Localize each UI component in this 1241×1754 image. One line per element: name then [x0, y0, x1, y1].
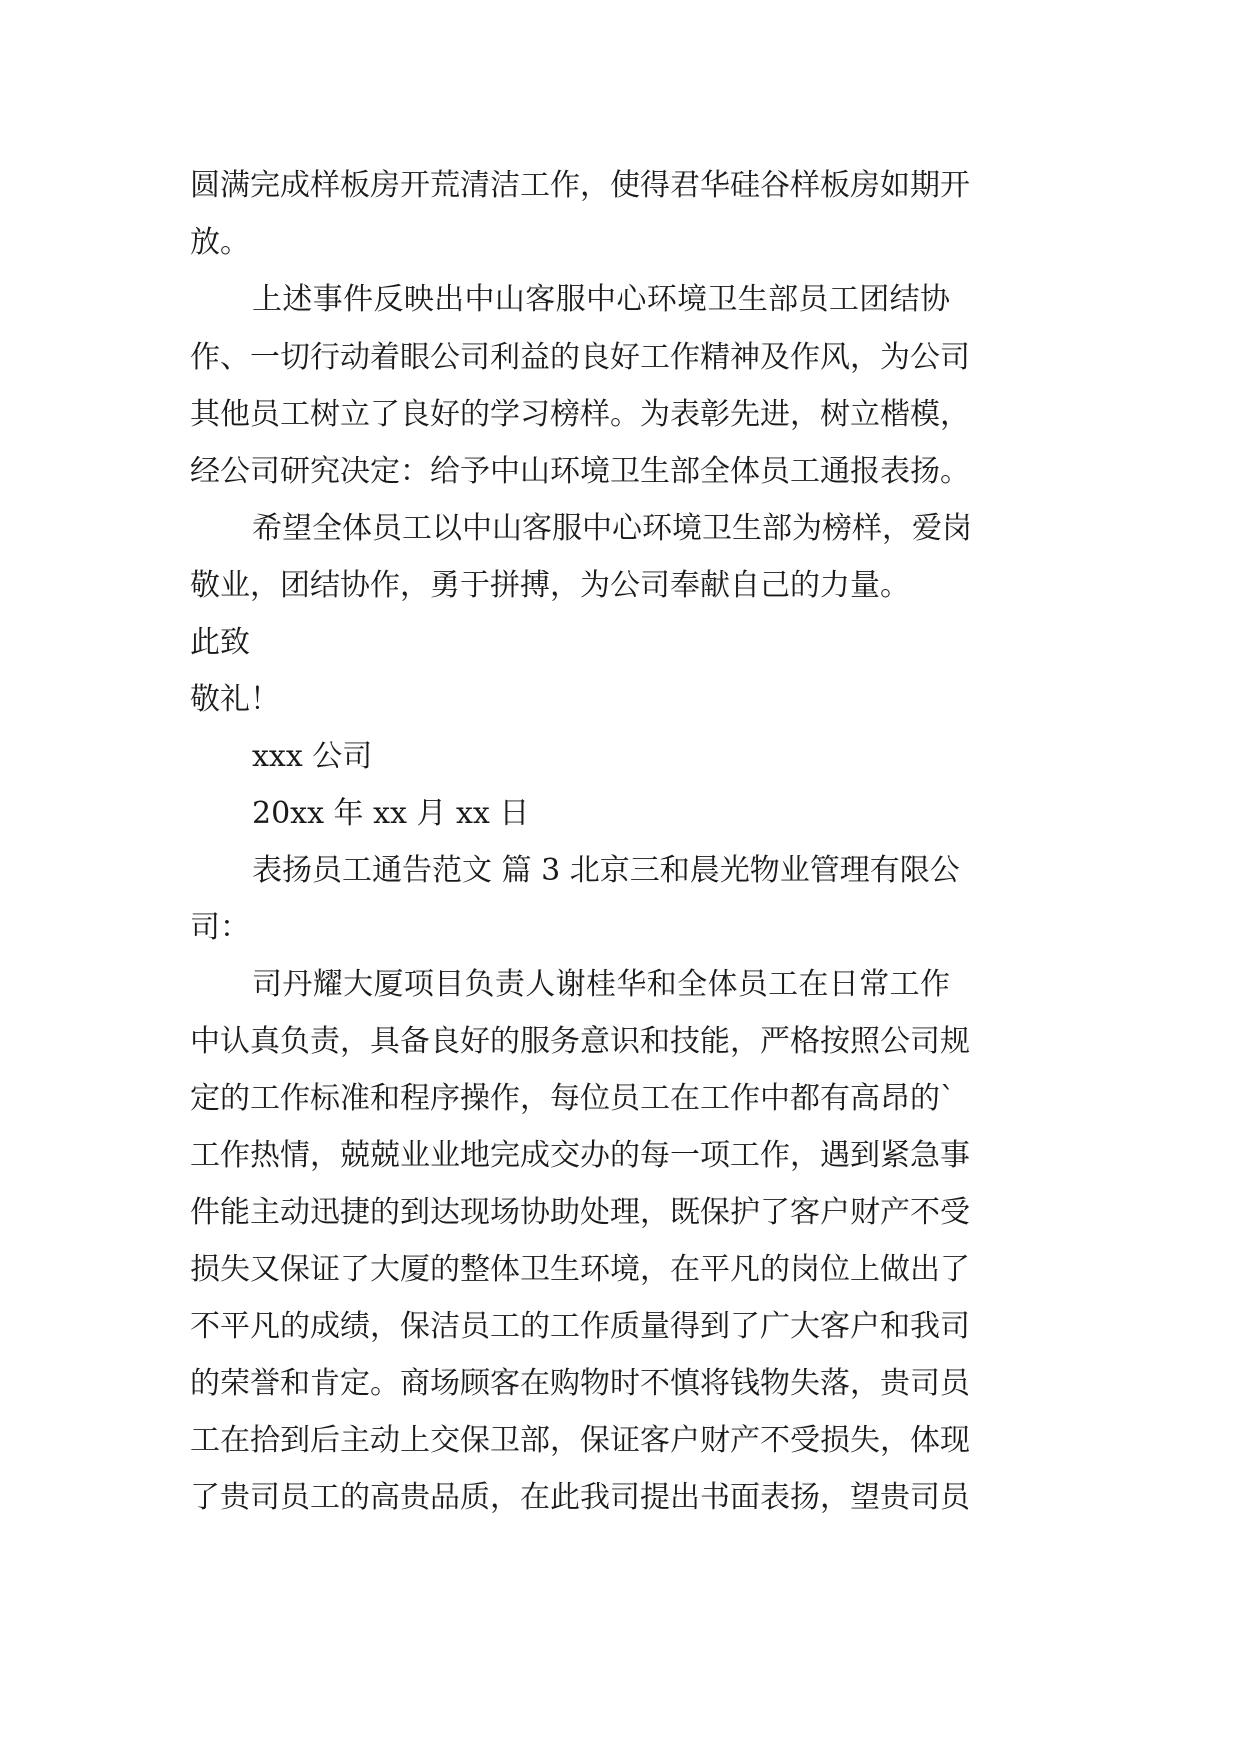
text-line: 其他员工树立了良好的学习榜样。为表彰先进，树立楷模， — [190, 397, 970, 432]
text-line: 的荣誉和肯定。商场顾客在购物时不慎将钱物失落，贵司员 — [190, 1366, 970, 1401]
paragraph-first-line: 司丹耀大厦项目负责人谢桂华和全体员工在日常工作 — [252, 967, 950, 1002]
text-line: 经公司研究决定：给予中山环境卫生部全体员工通报表扬。 — [190, 454, 970, 489]
text-line: 了贵司员工的高贵品质，在此我司提出书面表扬，望贵司员 — [190, 1480, 970, 1515]
paragraph-first-line: 希望全体员工以中山客服中心环境卫生部为榜样，爱岗 — [252, 511, 972, 546]
text-line: 定的工作标准和程序操作，每位员工在工作中都有高昂的` — [190, 1081, 955, 1116]
text-line: 放。 — [190, 225, 250, 260]
salutation-line: 此致 — [190, 625, 250, 660]
text-line: 司： — [190, 910, 250, 945]
text-line: 敬业，团结协作，勇于拼搏，为公司奉献自己的力量。 — [190, 568, 910, 603]
salutation-line: 敬礼！ — [190, 682, 280, 717]
signature-date: 20xx 年 xx 月 xx 日 — [252, 796, 530, 831]
signature-company: xxx 公司 — [252, 739, 373, 774]
section-heading: 表扬员工通告范文 篇 3 北京三和晨光物业管理有限公 — [252, 853, 960, 888]
text-line: 中认真负责，具备良好的服务意识和技能，严格按照公司规 — [190, 1024, 970, 1059]
text-line: 圆满完成样板房开荒清洁工作，使得君华硅谷样板房如期开 — [190, 168, 970, 203]
text-line: 作、一切行动着眼公司利益的良好工作精神及作风，为公司 — [190, 340, 970, 375]
text-line: 损失又保证了大厦的整体卫生环境，在平凡的岗位上做出了 — [190, 1252, 970, 1287]
text-line: 工作热情，兢兢业业地完成交办的每一项工作，遇到紧急事 — [190, 1138, 970, 1173]
paragraph-first-line: 上述事件反映出中山客服中心环境卫生部员工团结协 — [252, 282, 950, 317]
text-line: 件能主动迅捷的到达现场协助处理，既保护了客户财产不受 — [190, 1195, 970, 1230]
text-line: 不平凡的成绩，保洁员工的工作质量得到了广大客户和我司 — [190, 1309, 970, 1344]
text-line: 工在拾到后主动上交保卫部，保证客户财产不受损失，体现 — [190, 1423, 970, 1458]
